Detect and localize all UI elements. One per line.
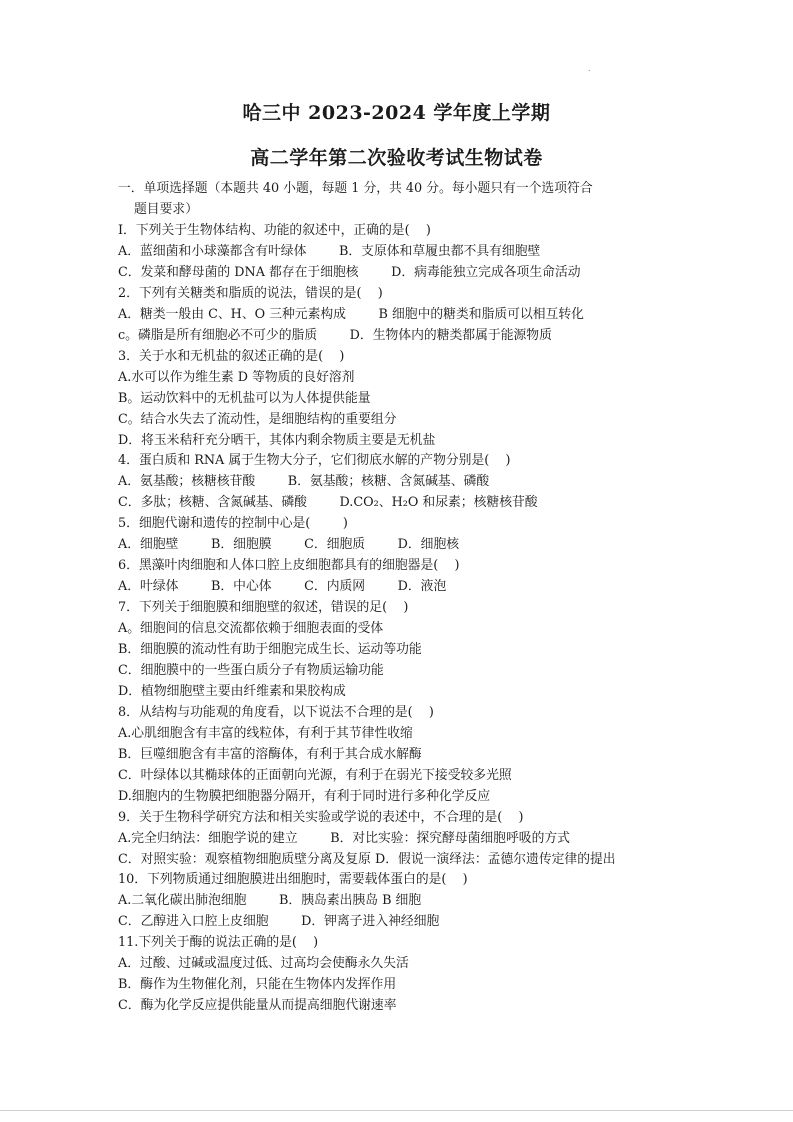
exam-title-school: 哈三中 2023-2024 学年度上学期 xyxy=(242,102,551,124)
question-line: B．酶作为生物催化剂，只能在生物体内发挥作用 xyxy=(118,977,397,993)
question-line: A．氨基酸；核糖核苷酸 B．氨基酸；核糖、含氮碱基、磷酸 xyxy=(118,474,490,490)
question-line: 2．下列有关糖类和脂质的说法，错误的是( ) xyxy=(118,285,383,301)
question-line: A．叶绿体 B．中心体 C．内质网 D．液泡 xyxy=(118,579,447,595)
question-line: A．糖类一般由 C、H、O 三种元素构成 B 细胞中的糖类和脂质可以相互转化 xyxy=(118,306,584,322)
question-line: B。运动饮料中的无机盐可以为人体提供能量 xyxy=(118,390,371,406)
question-line: A.二氧化碳出肺泡细胞 B．胰岛素出胰岛 B 细胞 xyxy=(118,893,422,909)
question-line: 7．下列关于细胞膜和细胞壁的叙述，错误的足( ) xyxy=(118,600,409,616)
question-line: D．植物细胞壁主要由纤维素和果胶构成 xyxy=(118,683,346,699)
question-line: C．叶绿体以其椭球体的正面朝向光源，有利于在弱光下接受较多光照 xyxy=(118,767,512,783)
question-line: C．对照实验：观察植物细胞质壁分离及复原 D．假说一演绎法：孟德尔遗传定律的提出 xyxy=(118,851,616,867)
question-line: B．细胞膜的流动性有助于细胞完成生长、运动等功能 xyxy=(118,642,422,657)
question-line: C。结合水失去了流动性，是细胞结构的重要组分 xyxy=(118,411,397,427)
question-line: 5．细胞代谢和遗传的控制中心是( ) xyxy=(118,516,348,532)
question-line: C．乙醇进入口腔上皮细胞 D．钾离子进入神经细胞 xyxy=(118,914,440,930)
question-line: 3．关于水和无机盐的叙述正确的是( ) xyxy=(118,348,345,364)
question-line: C．发菜和酵母菌的 DNA 都存在于细胞核 D．病毒能独立完成各项生命活动 xyxy=(118,264,581,280)
question-line: 4．蛋白质和 RNA 属于生物大分子，它们彻底水解的产物分别是( ) xyxy=(118,453,511,469)
question-line: A.心肌细胞含有丰富的线粒体，有利于其节律性收缩 xyxy=(118,725,413,741)
question-line: A．蓝细菌和小球藻都含有叶绿体 B．支原体和草履虫都不具有细胞壁 xyxy=(118,243,541,259)
question-line: D.细胞内的生物膜把细胞器分隔开，有利于同时进行多种化学反应 xyxy=(118,788,491,804)
question-line: 11.下列关于酶的说法正确的是( ) xyxy=(118,935,319,951)
section-heading: 一．单项选择题（本题共 40 小题，每题 1 分，共 40 分。每小题只有一个选项符合 xyxy=(118,181,593,196)
question-line: C．细胞膜中的一些蛋白质分子有物质运输功能 xyxy=(118,662,384,678)
question-line: A．细胞壁 B．细胞膜 C．细胞质 D．细胞核 xyxy=(118,537,460,553)
question-line: A。细胞间的信息交流都依赖于细胞表面的受体 xyxy=(118,621,384,637)
question-line: A.水可以作为维生素 D 等物质的良好溶剂 xyxy=(118,369,355,385)
question-line: 10．下列物质通过细胞膜进出细胞时，需要载体蛋白的是( ) xyxy=(118,872,468,888)
question-line: I．下列关于生物体结构、功能的叙述中，正确的是( ) xyxy=(118,223,431,238)
question-line: 6．黑藻叶肉细胞和人体口腔上皮细胞都具有的细胞器是( ) xyxy=(118,558,460,574)
question-line: C．酶为化学反应提供能量从而提高细胞代谢速率 xyxy=(118,998,397,1014)
question-line: C．多肽；核糖、含氮碱基、磷酸 D.CO₂、H₂O 和尿素；核糖核苷酸 xyxy=(118,495,538,511)
question-line: 9．关于生物科学研究方法和相关实验或学说的表述中，不合理的是( ) xyxy=(118,809,524,825)
question-line: 8．从结构与功能观的角度看，以下说法不合理的是( ) xyxy=(118,704,434,720)
question-line: A.完全归纳法：细胞学说的建立 B．对比实验：探究酵母菌细胞呼吸的方式 xyxy=(118,830,570,846)
exam-title-subject: 高二学年第二次验收考试生物试卷 xyxy=(250,147,543,169)
question-line: B．巨噬细胞含有丰富的溶酶体，有利于其合成水解酶 xyxy=(118,746,422,762)
question-line: c。磷脂是所有细胞必不可少的脂质 D．生物体内的糖类都属于能源物质 xyxy=(118,327,552,343)
page-bottom-rule xyxy=(0,1110,793,1111)
question-line: D．将玉米秸秆充分晒干，其体内剩余物质主要是无机盐 xyxy=(118,432,436,448)
scan-dot: . xyxy=(588,64,591,73)
question-line: A．过酸、过碱或温度过低、过高均会使酶永久失活 xyxy=(118,956,409,972)
section-heading-continued: 题目要求） xyxy=(134,202,198,217)
